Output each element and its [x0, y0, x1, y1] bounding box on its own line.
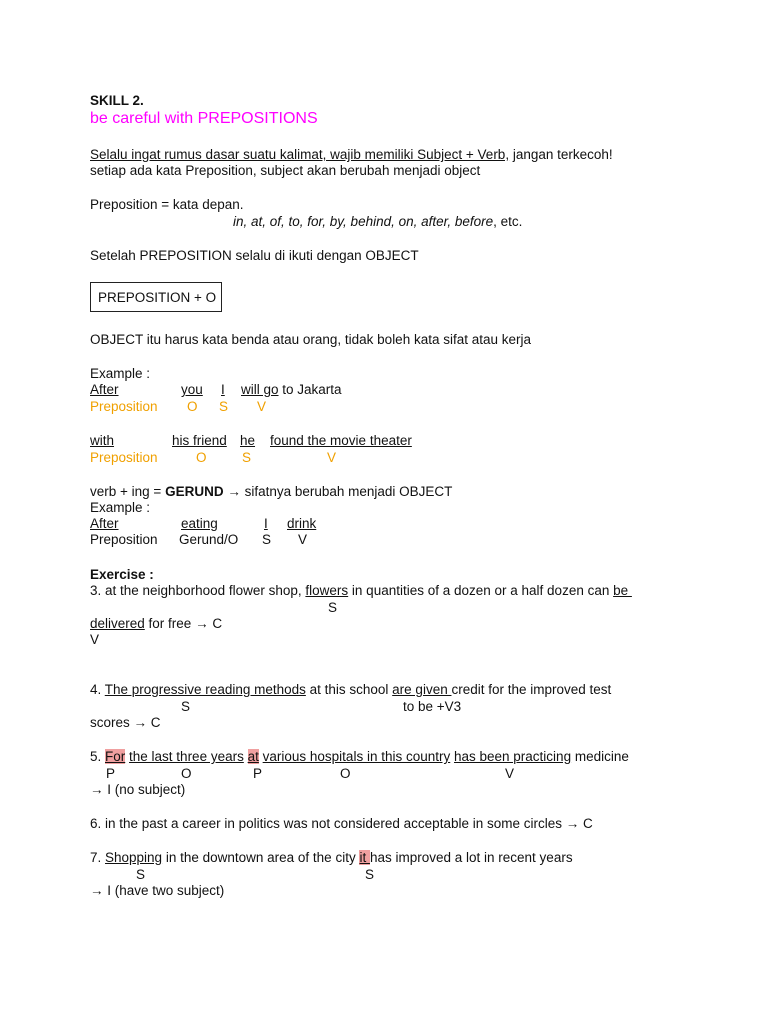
- q3-tag-v: V: [90, 632, 100, 647]
- q7-part-e: has improved a lot in recent years: [369, 850, 573, 865]
- exercise-q4-line2: scores → C: [90, 715, 161, 730]
- q7-part-a: 7.: [90, 850, 106, 865]
- preposition-list-suffix: , etc.: [493, 214, 523, 229]
- exercise-q3-line2: [90, 616, 222, 632]
- q5-prep-at: at: [247, 749, 259, 764]
- q3-verb-end: delivered: [90, 616, 145, 631]
- q5-object2: various hospitals in this country: [262, 749, 451, 764]
- q5-tag-p2: P: [253, 766, 263, 781]
- q3-tag-s: S: [328, 600, 338, 615]
- exercise-label: Exercise :: [90, 567, 154, 582]
- example2-word-his-friend: his friend: [172, 433, 227, 448]
- example1-word-i: I: [221, 382, 225, 397]
- gerund-prefix: verb + ing =: [90, 484, 166, 499]
- gerund-tag-gerund-o: Gerund/O: [179, 532, 239, 547]
- q4-tag-s: S: [181, 699, 191, 714]
- gerund-word-drink: drink: [287, 516, 317, 531]
- q5-prep-for: For: [105, 749, 126, 764]
- gerund-example-label: Example :: [90, 500, 151, 515]
- preposition-list: in, at, of, to, for, by, behind, on, after, before: [233, 214, 494, 229]
- example2-word-found: found the movie theater: [270, 433, 412, 448]
- q4-part-a: 4.: [90, 682, 105, 697]
- gerund-term: GERUND: [165, 484, 224, 499]
- skill-number: SKILL 2.: [90, 93, 144, 108]
- example2-word-with: with: [90, 433, 115, 448]
- intro-rule-rest: jangan terkecoh!: [509, 147, 613, 162]
- q5-tag-v: V: [505, 766, 515, 781]
- formula-box: [90, 282, 222, 312]
- q7-tag-s2: S: [365, 867, 375, 882]
- example1-word-you: you: [181, 382, 203, 397]
- gerund-tag-s: S: [262, 532, 272, 547]
- exercise-q5-line2: → I (no subject): [90, 782, 186, 797]
- gerund-suffix: → sifatnya berubah menjadi OBJECT: [223, 484, 453, 499]
- example1-tag-s: S: [219, 399, 229, 414]
- example2-tag-o: O: [196, 450, 207, 465]
- intro-line-1: [90, 147, 613, 163]
- q5-object1: the last three years: [129, 749, 244, 764]
- example1-label: Example :: [90, 366, 151, 381]
- exercise-q7-line2: → I (have two subject): [90, 883, 225, 898]
- example1-word-will-go: will go: [241, 382, 279, 397]
- q5-tag-o2: O: [340, 766, 351, 781]
- q5-part-g: medicine: [571, 749, 629, 764]
- q3-verb-start: be: [613, 583, 632, 598]
- q5-verb: has been practicing: [454, 749, 572, 764]
- exercise-q6: 6. in the past a career in politics was not considered acceptable in some circles → C: [90, 816, 593, 831]
- skill-title: be careful with PREPOSITIONS: [90, 110, 318, 127]
- q4-part-c: at this school: [305, 682, 393, 697]
- q3-part-c: in quantities of a dozen or a half dozen can: [348, 583, 614, 598]
- preposition-definition: Preposition = kata depan.: [90, 197, 244, 212]
- q4-note: to be +V3: [403, 699, 462, 714]
- example1-rest: to Jakarta: [278, 382, 342, 397]
- exercise-q7-line1: [90, 850, 573, 866]
- exercise-q5-line1: [90, 749, 629, 765]
- example2-word-he: he: [240, 433, 256, 448]
- gerund-word-after: After: [90, 516, 119, 531]
- example2-tag-s: S: [242, 450, 252, 465]
- q7-subject1: Shopping: [105, 850, 163, 865]
- exercise-q4-line1: [90, 682, 611, 698]
- intro-rule: Selalu ingat rumus dasar suatu kalimat, wajib memiliki Subject + Verb,: [90, 147, 510, 162]
- exercise-q3-line1: [90, 583, 632, 599]
- after-preposition-rule: Setelah PREPOSITION selalu di ikuti dengan OBJECT: [90, 248, 419, 263]
- q3-part-f: for free → C: [144, 616, 223, 631]
- gerund-word-i: I: [264, 516, 268, 531]
- formula-text: PREPOSITION + O: [98, 290, 217, 305]
- intro-line-2: setiap ada kata Preposition, subject akan berubah menjadi object: [90, 163, 481, 178]
- example2-tag-preposition: Preposition: [90, 450, 158, 465]
- q7-tag-s1: S: [136, 867, 146, 882]
- q3-part-a: 3. at the neighborhood flower shop,: [90, 583, 306, 598]
- gerund-rule: [90, 484, 452, 500]
- q7-part-c: in the downtown area of the city: [162, 850, 360, 865]
- preposition-examples: [233, 214, 522, 230]
- q3-subject: flowers: [305, 583, 349, 598]
- example1-tag-o: O: [187, 399, 198, 414]
- example1-verb: [241, 382, 342, 398]
- q7-subject2: it: [359, 850, 370, 865]
- q4-subject: The progressive reading methods: [104, 682, 306, 697]
- q5-tag-p1: P: [106, 766, 116, 781]
- gerund-word-eating: eating: [181, 516, 218, 531]
- gerund-tag-v: V: [298, 532, 308, 547]
- q4-part-e: credit for the improved test: [451, 682, 612, 697]
- gerund-tag-preposition: Preposition: [90, 532, 158, 547]
- example1-tag-v: V: [257, 399, 267, 414]
- q4-verb: are given: [392, 682, 452, 697]
- q5-tag-o1: O: [181, 766, 192, 781]
- example1-word-after: After: [90, 382, 119, 397]
- example1-tag-preposition: Preposition: [90, 399, 158, 414]
- object-rule: OBJECT itu harus kata benda atau orang, tidak boleh kata sifat atau kerja: [90, 332, 532, 347]
- q5-part-a: 5.: [90, 749, 106, 764]
- example2-tag-v: V: [327, 450, 337, 465]
